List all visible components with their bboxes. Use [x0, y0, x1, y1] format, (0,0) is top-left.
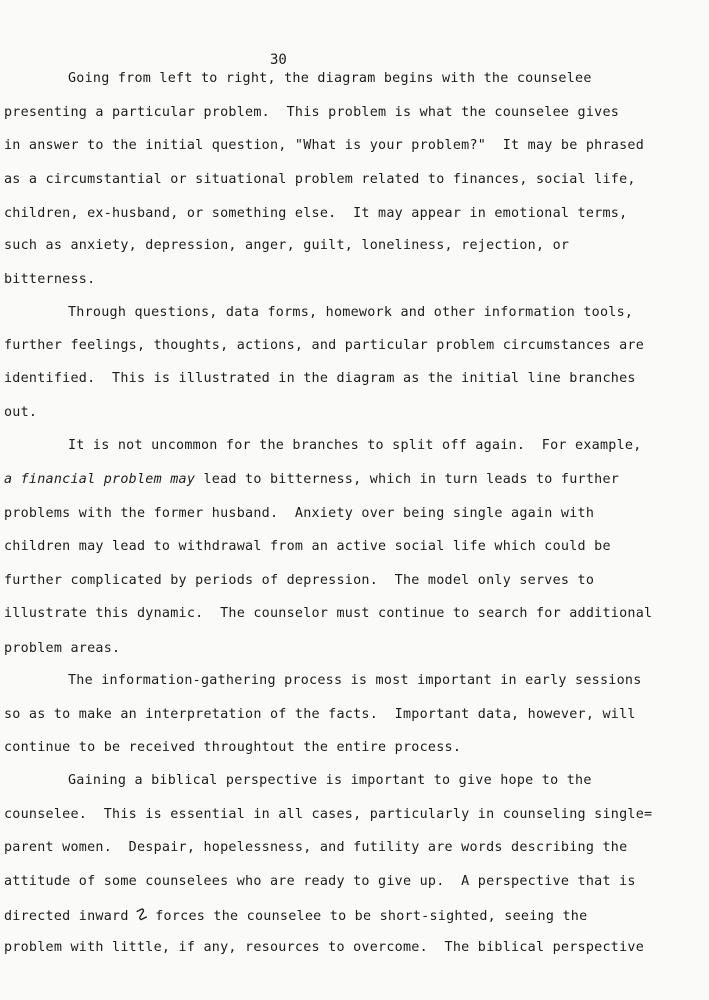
text-line: Through questions, data forms, homework and other information tools,	[68, 305, 634, 320]
text-line: continue to be received throughtout the entire process.	[4, 740, 462, 755]
text-line	[4, 471, 619, 489]
text-line: problem areas.	[4, 641, 121, 656]
text-line	[4, 906, 587, 926]
text-line: as a circumstantial or situational problem related to finances, social life,	[4, 172, 636, 187]
text-line: parent women. Despair, hopelessness, and futility are words describing the	[4, 840, 628, 855]
text-span: forces the counselee to be short-sighted, seeing the	[146, 909, 588, 924]
text-line: bitterness.	[4, 272, 96, 287]
text-line: illustrate this dynamic. The counselor must continue to search for additional	[4, 606, 653, 621]
text-line: Gaining a biblical perspective is important to give hope to the	[68, 773, 592, 788]
text-line: counselee. This is essential in all cases, particularly in counseling single=	[4, 807, 653, 822]
page-number: 30	[270, 52, 287, 68]
text-line: Going from left to right, the diagram begins with the counselee	[68, 71, 592, 86]
italic-phrase: a financial problem may	[4, 472, 196, 487]
text-line: so as to make an interpretation of the facts. Important data, however, will	[4, 707, 636, 722]
text-line: problem with little, if any, resources to overcome. The biblical perspective	[4, 940, 645, 955]
text-line: It is not uncommon for the branches to split off again. For example,	[68, 438, 642, 453]
text-line: children may lead to withdrawal from an active social life which could be	[4, 539, 611, 554]
text-line: in answer to the initial question, "What is your problem?" It may be phrased	[4, 138, 645, 153]
text-line: children, ex-husband, or something else. It may appear in emotional terms,	[4, 206, 628, 221]
text-span: directed inward	[4, 909, 137, 924]
text-line: identified. This is illustrated in the diagram as the initial line branches	[4, 371, 636, 386]
text-line: further feelings, thoughts, actions, and particular problem circumstances are	[4, 338, 645, 353]
handwritten-mark: ☡	[135, 904, 149, 925]
text-line: attitude of some counselees who are ready to give up. A perspective that is	[4, 874, 636, 889]
text-span: lead to bitterness, which in turn leads to further	[195, 472, 620, 487]
text-line: such as anxiety, depression, anger, guilt, loneliness, rejection, or	[4, 238, 570, 253]
text-line: problems with the former husband. Anxiety over being single again with	[4, 506, 595, 521]
text-line: The information-gathering process is most important in early sessions	[68, 673, 642, 688]
text-line: out.	[4, 405, 38, 420]
text-line: further complicated by periods of depression. The model only serves to	[4, 573, 595, 588]
text-line: presenting a particular problem. This problem is what the counselee gives	[4, 105, 620, 120]
